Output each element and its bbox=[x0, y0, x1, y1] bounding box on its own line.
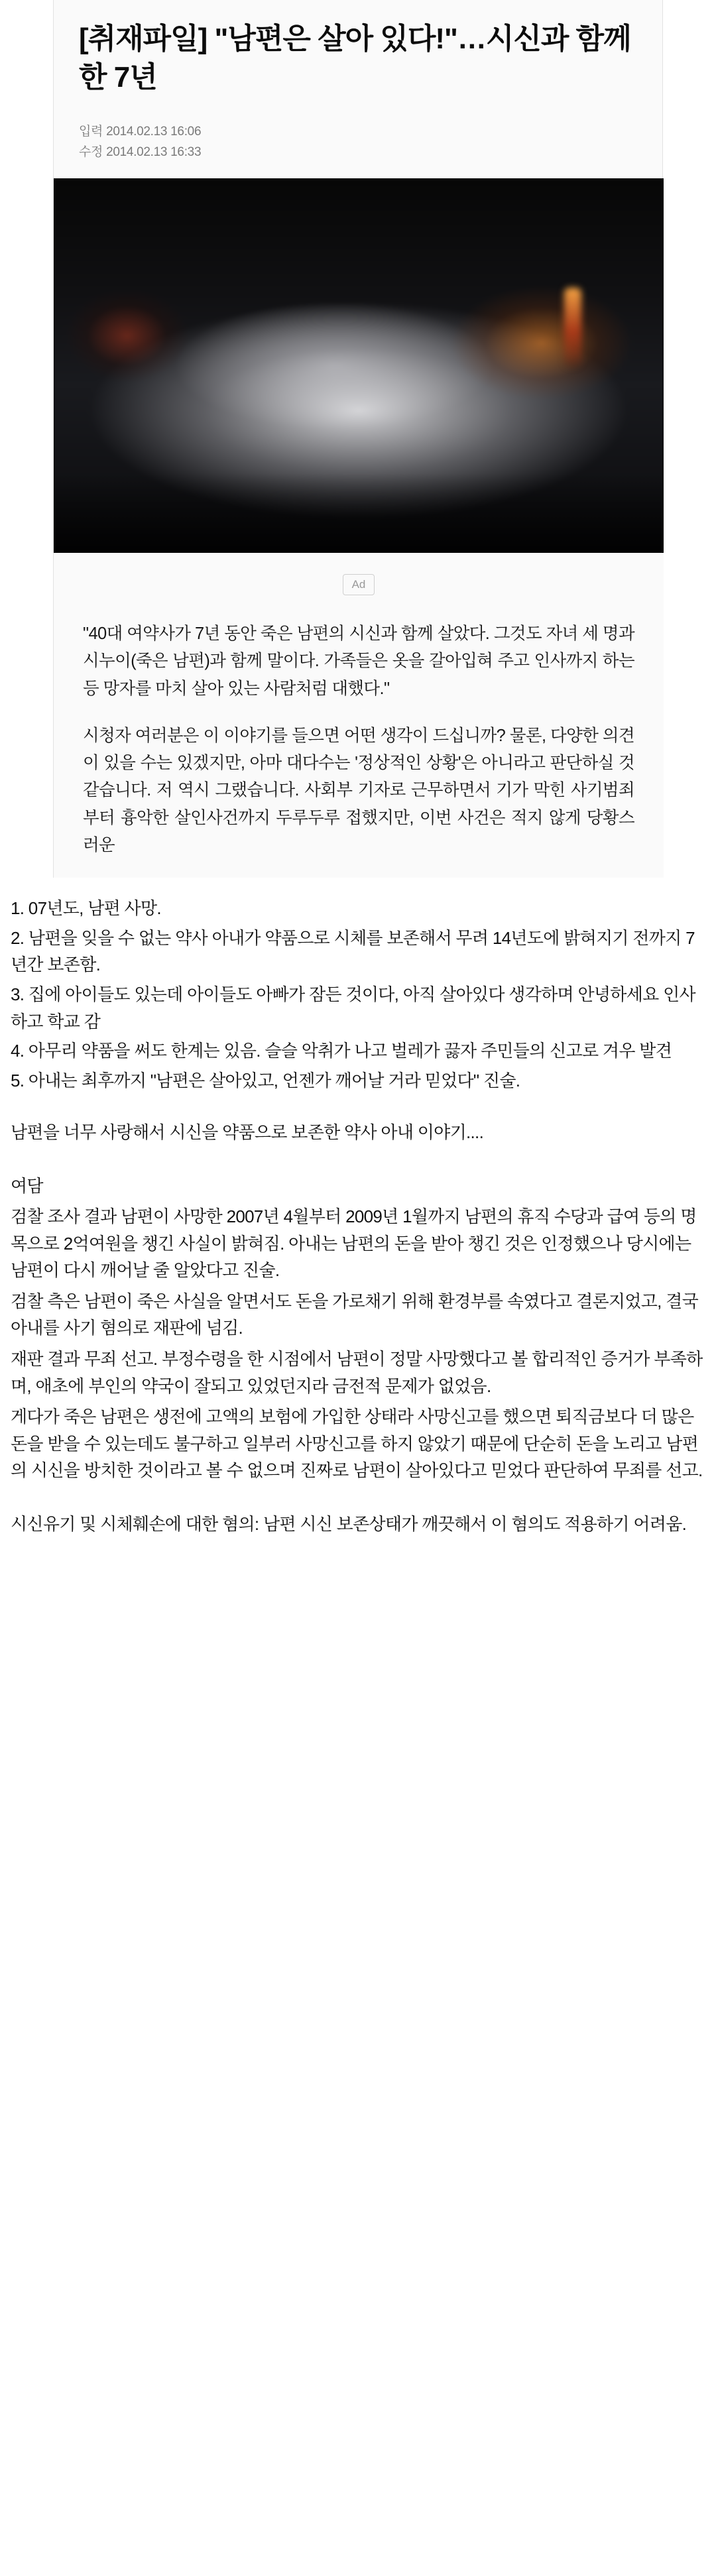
list-item: 1. 07년도, 남편 사망. bbox=[11, 898, 161, 919]
afterword-paragraph: 검찰 측은 남편이 죽은 사실을 알면서도 돈을 가로채기 위해 환경부를 속였다고 결론지었고, 결국 아내를 사기 혐의로 재판에 넘김. bbox=[11, 1291, 699, 1338]
afterword-paragraph: 검찰 조사 결과 남편이 사망한 2007년 4월부터 2009년 1월까지 남편의 휴직 수당과 급여 등의 명목으로 2억여원을 챙긴 사실이 밝혀짐. 아내는 남편의 돈을 받아 챙긴 것은 인정했으나 당시에는 남편이 다시 깨어날 줄 알았다고 진술. bbox=[11, 1206, 697, 1281]
list-item: 5. 아내는 최후까지 "남편은 살아있고, 언젠가 깨어날 거라 믿었다" 진술. bbox=[11, 1070, 520, 1090]
headline-block bbox=[54, 0, 662, 103]
afterword-title: 여담 bbox=[11, 1175, 43, 1196]
post-closing: 시신유기 및 시체훼손에 대한 혐의: 남편 시신 보존상태가 깨끗해서 이 혐의도 적용하기 어려움. bbox=[11, 1513, 687, 1534]
spacer bbox=[11, 1488, 705, 1511]
candle-light bbox=[564, 288, 581, 367]
spacer bbox=[11, 1096, 705, 1119]
post-body bbox=[0, 878, 716, 1568]
article-body bbox=[54, 616, 664, 878]
ad-slot[interactable] bbox=[54, 553, 664, 616]
photo-vignette bbox=[54, 473, 664, 553]
updated-timestamp: 수정 2014.02.13 16:33 bbox=[79, 145, 202, 159]
list-item: 2. 남편을 잊을 수 없는 약사 아내가 약품으로 시체를 보존해서 무려 14년도에 밝혀지기 전까지 7년간 보존함. bbox=[11, 927, 695, 975]
ad-badge: Ad bbox=[343, 574, 375, 595]
list-item: 4. 아무리 약품을 써도 한계는 있음. 슬슬 악취가 나고 벌레가 끓자 주민들의 신고로 겨우 발견 bbox=[11, 1041, 672, 1061]
list-item: 3. 집에 아이들도 있는데 아이들도 아빠가 잠든 것이다, 아직 살아있다 생각하며 안녕하세요 인사하고 학교 감 bbox=[11, 984, 695, 1031]
article-paragraph-quote: "40대 여약사가 7년 동안 죽은 남편의 시신과 함께 살았다. 그것도 자녀 세 명과 시누이(죽은 남편)과 함께 말이다. 가족들은 옷을 갈아입혀 주고 인사까지 하는 등 망자를 마치 살아 있는 사람처럼 대했다." bbox=[83, 624, 634, 698]
article-paragraph-lead: 시청자 여러분은 이 이야기를 들으면 어떤 생각이 드십니까? 물론, 다양한 의견이 있을 수는 있겠지만, 아마 대다수는 '정상적인 상황'은 아니라고 판단하실 것 같습니다. 저 역시 그랬습니다. 사회부 기자로 근무하면서 기가 막힌 사기범죄부터 흉악한 살인사건까지 두루두루 접했지만, 이번 사건은 적지 않게 당황스러운 bbox=[83, 726, 634, 855]
post-comment: 남편을 너무 사랑해서 시신을 약품으로 보존한 약사 아내 이야기.... bbox=[11, 1122, 484, 1143]
published-timestamp: 입력 2014.02.13 16:06 bbox=[79, 125, 202, 139]
spacer bbox=[11, 1150, 705, 1173]
article-meta bbox=[54, 103, 662, 178]
article-card bbox=[53, 0, 663, 878]
page-title: [취재파일] "남편은 살아 있다!"…시신과 함께한 7년 bbox=[79, 23, 631, 94]
article-photo bbox=[54, 178, 664, 553]
afterword-paragraph: 재판 결과 무죄 선고. 부정수령을 한 시점에서 남편이 정말 사망했다고 볼 합리적인 증거가 부족하며, 애초에 부인의 약국이 잘되고 있었던지라 금전적 문제가 없었음. bbox=[11, 1348, 703, 1396]
afterword-paragraph: 게다가 죽은 남편은 생전에 고액의 보험에 가입한 상태라 사망신고를 했으면 퇴직금보다 더 많은 돈을 받을 수 있는데도 불구하고 일부러 사망신고를 하지 않았기 때문에 단순히 돈을 노리고 남편의 시신을 방치한 것이라고 볼 수 없으며 진짜로 남편이 살아있다고 믿었다 판단하여 무죄를 선고. bbox=[11, 1407, 703, 1481]
